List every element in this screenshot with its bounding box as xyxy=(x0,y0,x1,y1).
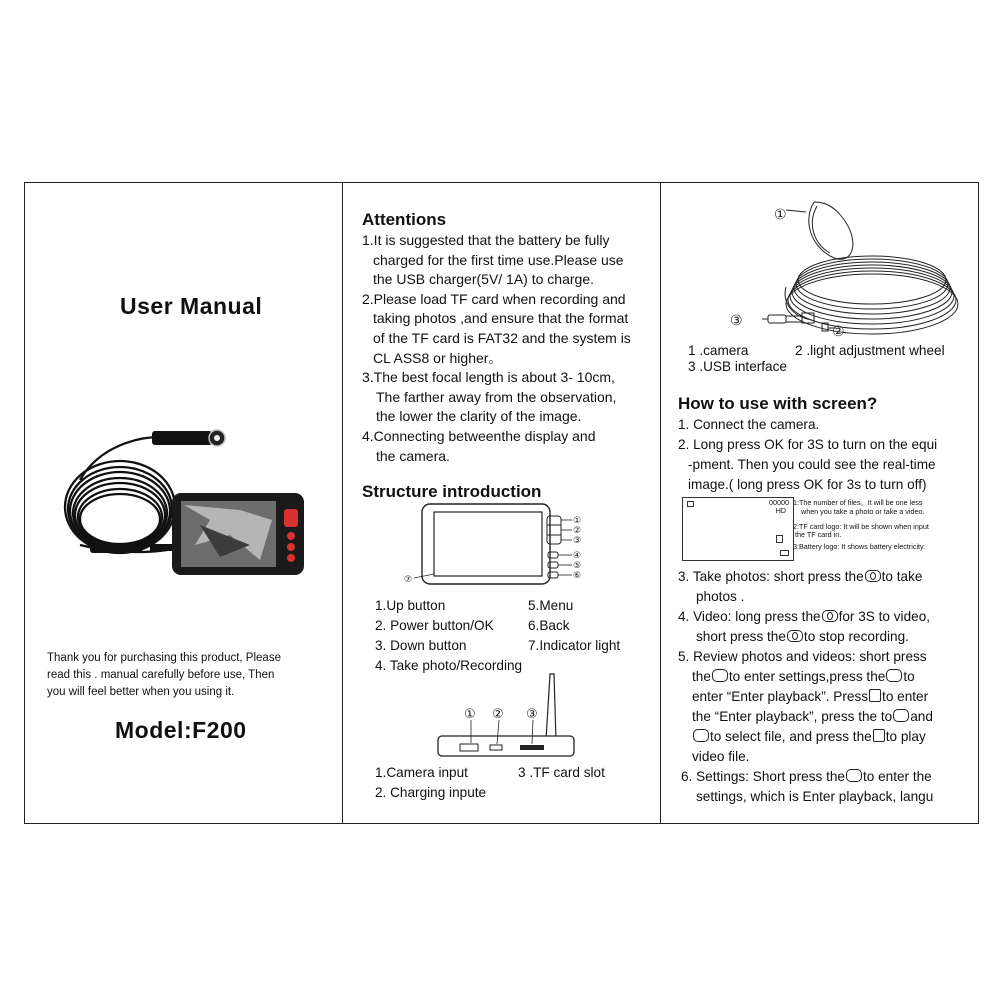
callout-7: ⑦ xyxy=(404,575,413,585)
step-text: to select file, and press the xyxy=(710,729,872,744)
step-text: 3. Take photos: short press the xyxy=(678,569,864,584)
step-text: 4. Video: long press the xyxy=(678,609,821,624)
cable-callout-1: ① xyxy=(774,207,787,223)
panel-divider-2 xyxy=(660,182,661,824)
port-callout-1: ① xyxy=(464,707,476,722)
screen-diagram xyxy=(682,497,794,561)
screen-notes xyxy=(793,499,929,552)
step-text: photos . xyxy=(696,589,745,604)
step-text: to enter xyxy=(882,689,929,704)
model-label: Model:F200 xyxy=(115,717,247,743)
step-text: and xyxy=(910,709,933,724)
camera-button-icon xyxy=(787,630,803,642)
structure-heading: Structure introduction xyxy=(362,482,542,501)
camera-mode-icon xyxy=(687,501,694,507)
howto-line: 2. Long press OK for 3S to turn on the equi xyxy=(678,437,938,452)
step-text: enter “Enter playback”. Press xyxy=(692,689,869,704)
screen-note: 2:TF card logo: It will be shown when input xyxy=(793,521,929,531)
structure-item: 6.Back xyxy=(528,618,570,633)
attentions-list xyxy=(362,231,631,466)
attention-line: 1.It is suggested that the battery be fully xyxy=(362,232,610,248)
ports-item-3: 3 .TF card slot xyxy=(518,765,605,780)
cable-diagram xyxy=(722,192,962,340)
legend-usb: 3 .USB interface xyxy=(688,359,787,374)
attention-line: The farther away from the observation, xyxy=(376,388,617,405)
screen-note: the TF card in. xyxy=(795,530,842,540)
up-button-icon xyxy=(693,729,709,742)
attention-line: 2.Please load TF card when recording and xyxy=(362,290,626,307)
menu-button-icon xyxy=(846,769,862,782)
attentions-heading: Attentions xyxy=(362,210,447,229)
step-text: 6. Settings: Short press the xyxy=(681,769,845,784)
thank-you-text xyxy=(47,650,281,701)
ok-button-icon xyxy=(873,729,885,742)
thank-you-line: you will feel better when you using it. xyxy=(47,686,235,698)
callout-2: ② xyxy=(573,526,582,536)
howto-intro xyxy=(678,415,937,495)
attention-line: taking photos ,and ensure that the format xyxy=(373,310,629,327)
callout-6: ⑥ xyxy=(573,571,582,581)
structure-item: 3. Down button xyxy=(375,638,467,653)
attention-line: the camera. xyxy=(376,447,450,464)
display-structure-diagram xyxy=(400,500,590,592)
structure-item: 2. Power button/OK xyxy=(375,618,494,633)
step-text: to stop recording. xyxy=(803,629,909,644)
legend-light-wheel: 2 .light adjustment wheel xyxy=(795,343,945,358)
battery-icon xyxy=(780,550,789,556)
attention-line: 3.The best focal length is about 3- 10cm, xyxy=(362,369,615,386)
panel-divider-1 xyxy=(342,182,343,824)
structure-list-right xyxy=(528,596,620,656)
callout-1: ① xyxy=(573,516,582,526)
screen-note: when you take a photo or take a video. xyxy=(801,506,925,516)
thank-you-line: Thank you for purchasing this product, Please xyxy=(47,652,281,664)
step-text: settings, which is Enter playback, langu xyxy=(696,789,934,804)
camera-button-icon xyxy=(865,570,881,582)
howto-steps xyxy=(678,567,933,807)
cable-callout-3: ③ xyxy=(730,313,743,329)
callout-3: ③ xyxy=(573,536,582,546)
howto-heading: How to use with screen? xyxy=(678,394,878,413)
file-counter: 00000 xyxy=(769,498,789,507)
step-text: to enter settings,press the xyxy=(728,669,886,684)
callout-4: ④ xyxy=(573,551,582,561)
step-text: to take xyxy=(881,569,923,584)
callout-5: ⑤ xyxy=(573,561,582,571)
ports-item-1: 1.Camera input xyxy=(375,765,468,780)
legend-camera: 1 .camera xyxy=(688,343,749,358)
attention-line: CL ASS8 or higher。 xyxy=(373,349,503,366)
camera-button-icon xyxy=(822,610,838,622)
endoscope-product-image xyxy=(60,425,310,585)
step-text: the “Enter playback”, press the to xyxy=(692,709,893,724)
ok-button-icon xyxy=(869,689,881,702)
port-callout-2: ② xyxy=(492,707,504,722)
ports-diagram xyxy=(430,670,590,762)
tf-card-icon xyxy=(776,535,783,543)
screen-note: 3:Battery logo: It shows battery electricity. xyxy=(793,542,926,552)
attention-line: the USB charger(5V/ 1A) to charge. xyxy=(373,271,594,288)
ports-item-2: 2. Charging inpute xyxy=(375,785,487,800)
step-text: to play xyxy=(885,729,926,744)
step-text: for 3S to video, xyxy=(838,609,931,624)
step-text: to enter the xyxy=(862,769,932,784)
manual-title: User Manual xyxy=(120,293,263,319)
howto-line: 1. Connect the camera. xyxy=(678,417,820,432)
structure-item: 5.Menu xyxy=(528,598,574,613)
structure-item: 4. Take photo/Recording xyxy=(375,658,523,673)
step-text: to xyxy=(903,669,915,684)
structure-list-left xyxy=(375,596,522,676)
quality-label: HD xyxy=(775,506,786,515)
structure-item: 1.Up button xyxy=(375,598,446,613)
howto-line: image.( long press OK for 3s to turn off) xyxy=(688,477,927,492)
attention-line: of the TF card is FAT32 and the system is xyxy=(373,329,631,346)
step-text: video file. xyxy=(692,749,750,764)
step-text: short press the xyxy=(696,629,786,644)
step-text: 5. Review photos and videos: short press xyxy=(678,649,927,664)
step-text: the xyxy=(692,669,711,684)
howto-line: -pment. Then you could see the real-time xyxy=(688,457,936,472)
port-callout-3: ③ xyxy=(526,707,538,722)
down-button-icon xyxy=(893,709,909,722)
structure-item: 7.Indicator light xyxy=(528,638,621,653)
cable-callout-2: ② xyxy=(832,324,845,340)
screen-note: 1:The number of files。It will be one less xyxy=(793,498,923,507)
thank-you-line: read this . manual carefully before use, Then xyxy=(47,669,275,681)
attention-line: charged for the first time use.Please use xyxy=(373,251,624,268)
down-button-icon xyxy=(886,669,902,682)
menu-button-icon xyxy=(712,669,728,682)
attention-line: the lower the clarity of the image. xyxy=(376,408,582,425)
attention-line: 4.Connecting betweenthe display and xyxy=(362,427,596,444)
